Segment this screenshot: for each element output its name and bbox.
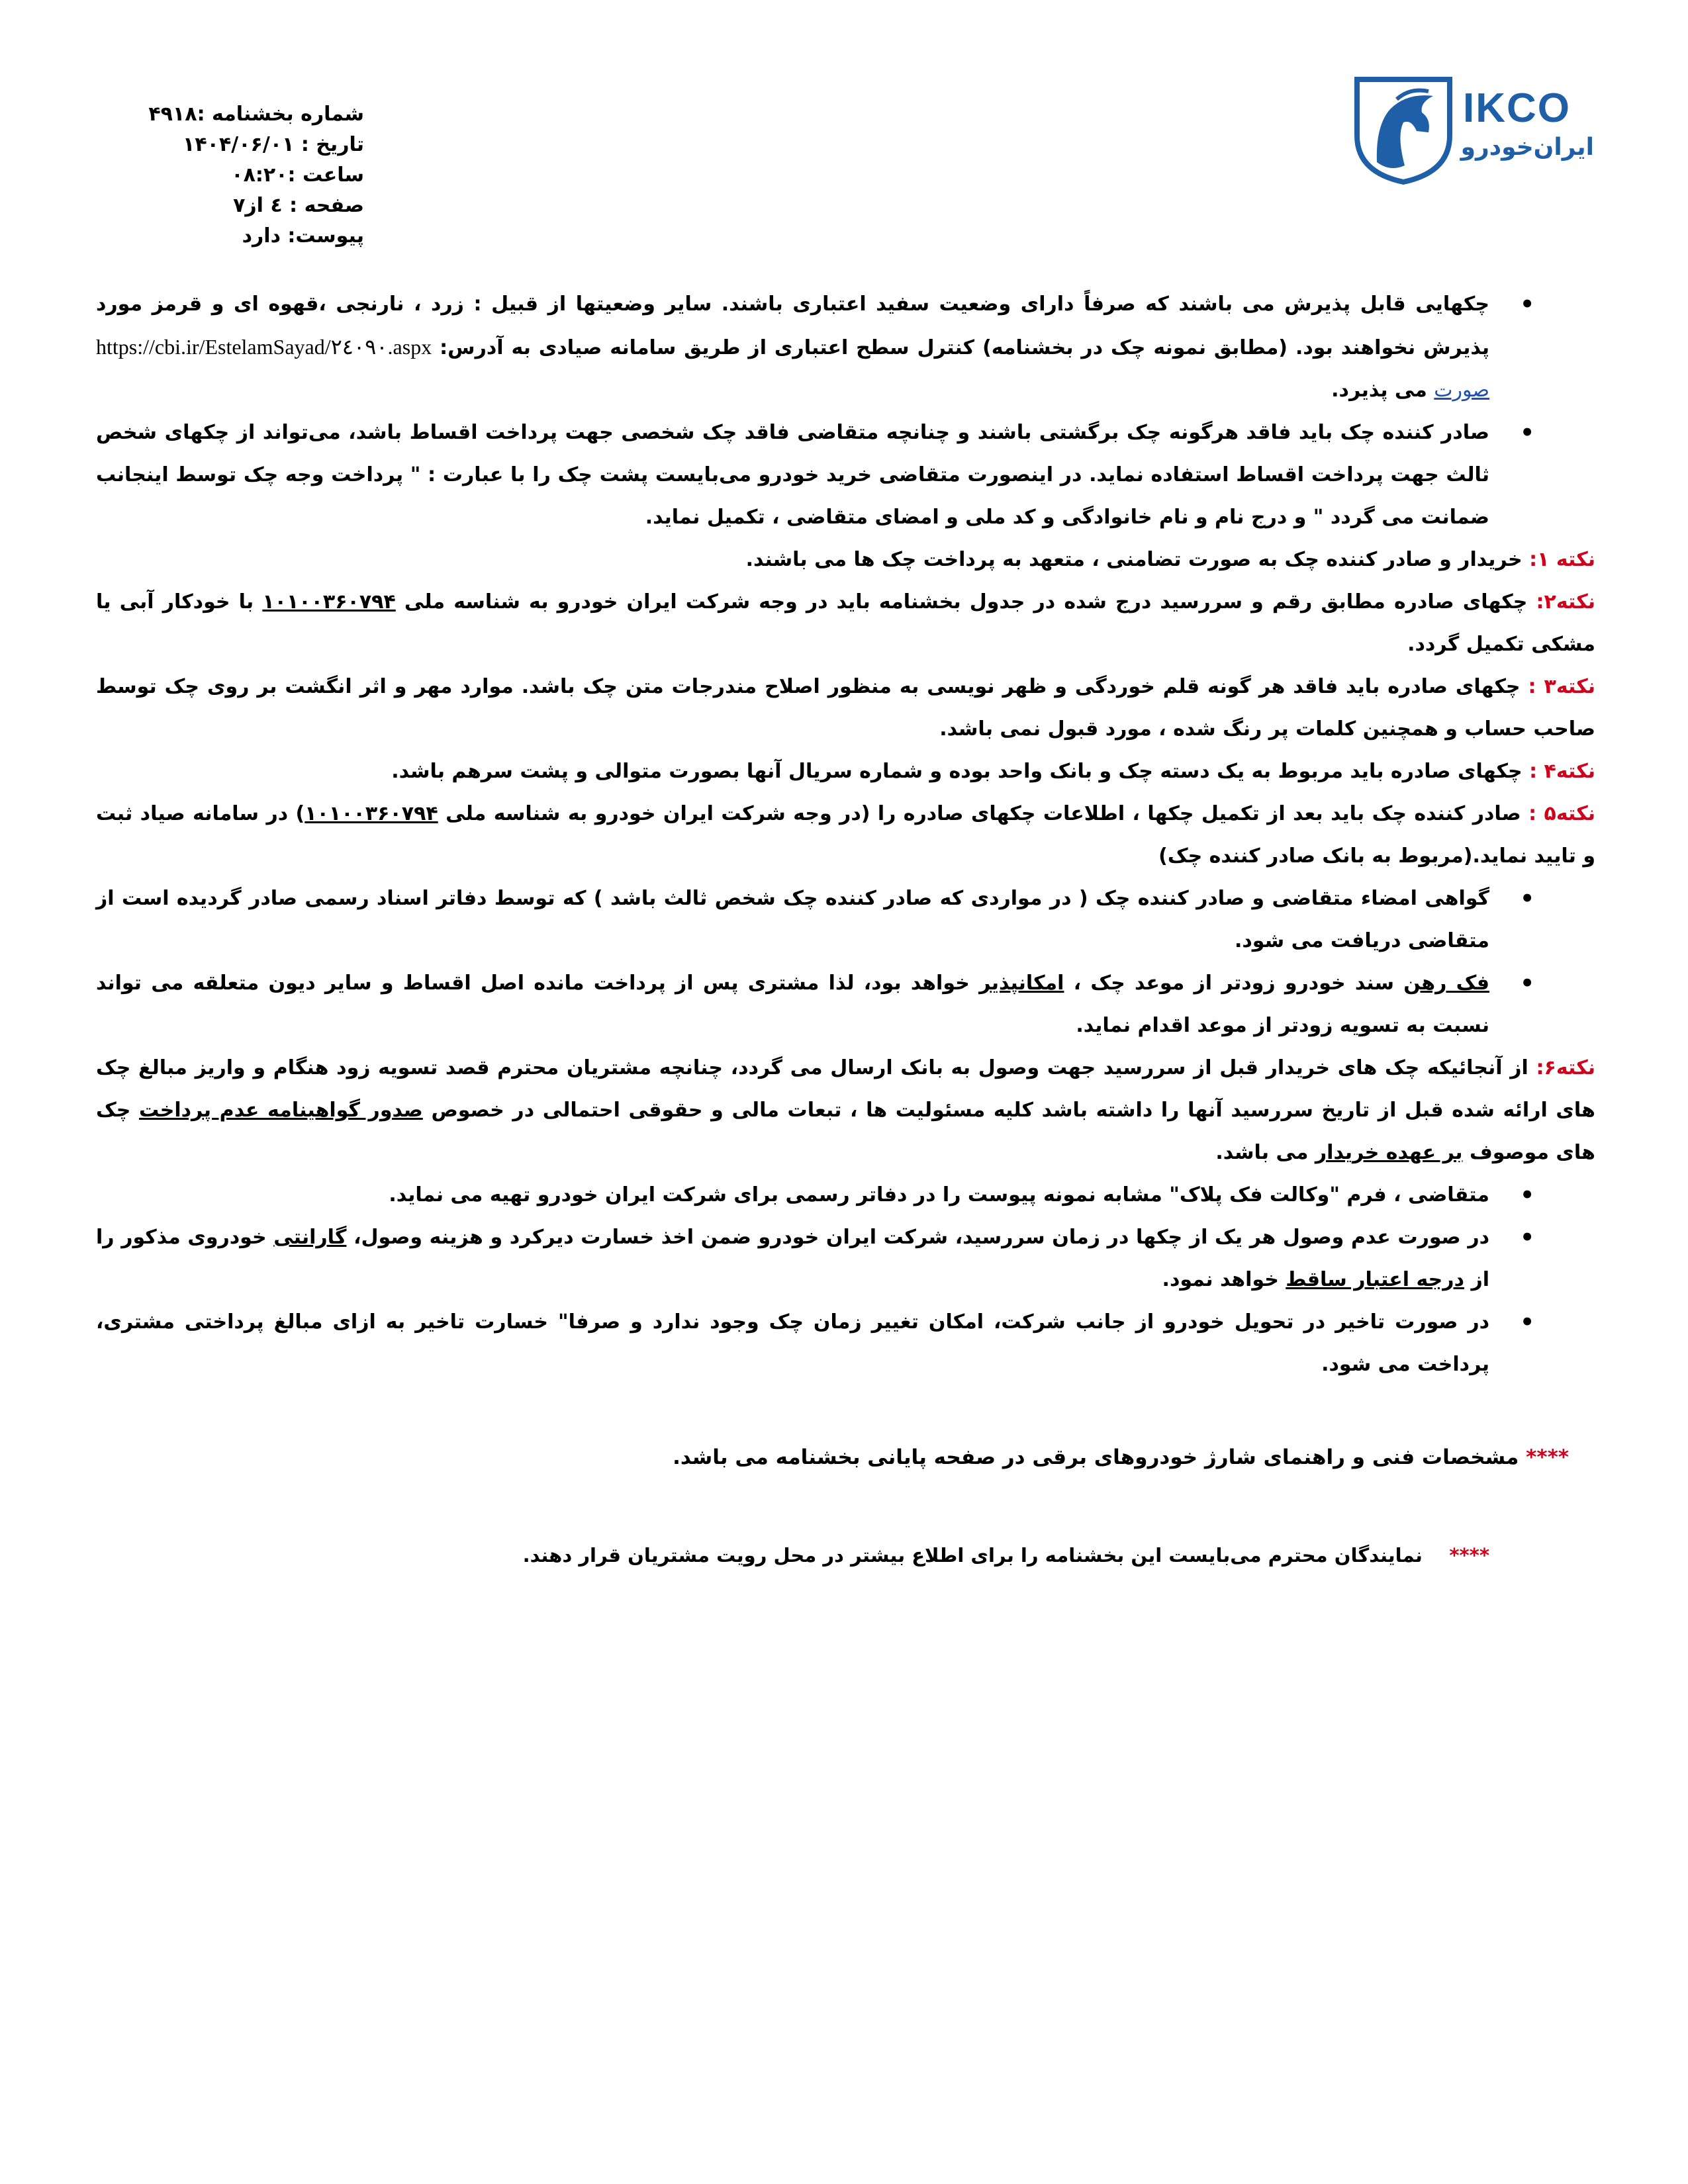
- circular-date: تاریخ : ۱۴۰۴/۰۶/۰۱: [183, 133, 364, 156]
- note-text: چک های موصوف: [96, 1099, 1595, 1164]
- ikco-logo: [1350, 73, 1602, 185]
- bullet-text: خواهد بود، لذا مشتری پس از پرداخت مانده اصل اقساط و سایر دیون متعلقه می تواند نسبت به تسویه زودتر از موعد اقدام نماید.: [96, 972, 1489, 1037]
- underlined-term: بر عهده خریدار: [1315, 1141, 1463, 1164]
- note-label: نکته۵ :: [1528, 802, 1595, 825]
- note-label: نکته۴ :: [1529, 760, 1595, 783]
- footer-notice-1: [649, 1437, 1569, 1477]
- bullet-text: در صورت تاخیر در تحویل خودرو از جانب شرکت، امکان تغییر زمان چک وجود ندارد و صرفا" خسارت تاخیر به ازای مبالغ پرداختی مشتری، پرداخت می شود.: [96, 1310, 1489, 1376]
- bullet-text: می پذیرد.: [1331, 379, 1427, 402]
- bullet-icon: •: [1520, 420, 1534, 446]
- underlined-term: صدور گواهینامه عدم پرداخت: [138, 1099, 423, 1122]
- bullet-icon: •: [1520, 1309, 1534, 1336]
- note-text: خریدار و صادر کننده چک به صورت تضامنی ، متعهد به پرداخت چک ها می باشند.: [745, 548, 1523, 571]
- bullet-text: سند خودرو زودتر از موعد چک ،: [1073, 972, 1394, 995]
- note-5: [96, 793, 1595, 878]
- note-text: چکهای صادره مطابق رقم و سررسید درج شده در جدول بخشنامه باید در وجه شرکت ایران خودرو به شناسه ملی: [404, 590, 1528, 614]
- list-item: [96, 1301, 1595, 1386]
- note-label: نکته ۱:: [1529, 548, 1595, 571]
- horse-head-icon: [1350, 73, 1456, 185]
- logo-text-en: IKCO: [1463, 85, 1571, 131]
- bullet-text: چکهایی قابل پذیرش می باشند که صرفاً دارای وضعیت سفید اعتباری باشند. سایر وضعیتها از قبیل : زرد ، نارنجی ،قهوه ای و قرمز مورد پذیرش نخواهند بود. (مطابق نمونه چک در بخشنامه) کنترل سطح اعتباری از طریق سامانه صیادی به آدرس:: [96, 293, 1490, 359]
- note-text: چکهای صادره باید مربوط به یک دسته چک و بانک واحد بوده و شماره سریال آنها بصورت متوالی و پشت سرهم باشد.: [391, 760, 1523, 783]
- sayad-url-link[interactable]: https://cbi.ir/EstelamSayad/۲٤۰۹۰.aspx: [96, 335, 432, 359]
- list-item: [96, 1216, 1595, 1301]
- list-item: [96, 962, 1595, 1047]
- bullet-text: خواهد نمود.: [1162, 1268, 1279, 1291]
- list-item: [96, 1174, 1595, 1216]
- note-label: نکته۳ :: [1528, 675, 1595, 698]
- footer-text: مشخصات فنی و راهنمای شارژ خودروهای برقی در صفحه پایانی بخشنامه می باشد.: [673, 1445, 1519, 1469]
- note-text: می باشد.: [1215, 1141, 1309, 1164]
- underlined-term: گارانتی: [273, 1226, 347, 1249]
- circular-meta: [126, 99, 364, 251]
- note-text: صادر کننده چک باید بعد از تکمیل چکها ، اطلاعات چکهای صادره را (در وجه شرکت ایران خودرو به شناسه ملی: [445, 802, 1521, 825]
- url-word: صورت: [1434, 379, 1489, 402]
- note-4: [96, 751, 1595, 793]
- stars-marker: ****: [1526, 1445, 1569, 1469]
- bullet-text: صادر کننده چک باید فاقد هرگونه چک برگشتی باشند و چنانچه متقاضی فاقد چک شخصی جهت پرداخت اقساط باشد، می‌تواند از چکهای شخص ثالث جهت پرداخت اقساط استفاده نماید. در اینصورت متقاضی خرید خودرو می‌بایست پشت چک را با عبارت : " پرداخت وجه چک توسط اینجانب ضمانت می گردد " و درج نام و نام خانوادگی و کد ملی و امضای متقاضی ، تکمیل نماید.: [96, 421, 1489, 529]
- note-1: [96, 539, 1595, 581]
- footer-text: نمایندگان محترم می‌بایست این بخشنامه را برای اطلاع بیشتر در محل رویت مشتریان قرار دهند.: [522, 1544, 1423, 1567]
- underlined-term: فک رهن: [1403, 972, 1489, 995]
- bullet-text: در صورت عدم وصول هر یک از چکها در زمان سررسید، شرکت ایران خودرو ضمن اخذ خسارت دیرکرد و هزینه وصول،: [353, 1226, 1490, 1249]
- note-text: با خودکار آبی یا مشکی تکمیل گردد.: [96, 590, 1595, 656]
- bullet-icon: •: [1520, 970, 1534, 997]
- list-item: [96, 412, 1595, 539]
- note-6: [96, 1047, 1595, 1174]
- list-item: [96, 878, 1595, 962]
- bullet-icon: •: [1520, 886, 1534, 912]
- bullet-text: متقاضی ، فرم "وکالت فک پلاک" مشابه نمونه پیوست را در دفاتر رسمی برای شرکت ایران خودرو تهیه می نماید.: [389, 1183, 1489, 1206]
- circular-page: صفحه : ٤ از۷: [233, 194, 364, 217]
- bullet-text: خودروی مذکور را از: [96, 1226, 1489, 1291]
- logo-text-fa: ایران‌خودرو: [1460, 134, 1594, 161]
- note-text: چکهای صادره باید فاقد هر گونه قلم خوردگی و ظهر نویسی به منظور اصلاح مندرجات متن چک باشد. موارد مهر و اثر انگشت بر روی چک توسط صاحب حساب و همچنین کلمات پر رنگ شده ، مورد قبول نمی باشد.: [96, 675, 1595, 741]
- national-id: ۱۰۱۰۰۳۶۰۷۹۴: [305, 802, 438, 825]
- stars-marker: ****: [1449, 1544, 1489, 1567]
- list-item: [96, 283, 1595, 412]
- note-label: نکته۲:: [1536, 590, 1595, 614]
- bullet-icon: •: [1520, 291, 1534, 318]
- circular-attachment: پیوست: دارد: [242, 224, 364, 248]
- note-label: نکته۶:: [1536, 1056, 1595, 1079]
- circular-time: ساعت :۰۸:۲۰: [231, 163, 364, 187]
- note-3: [96, 666, 1595, 751]
- bullet-icon: •: [1520, 1224, 1534, 1251]
- underlined-term: امکانپذیر: [979, 972, 1064, 995]
- bullet-text: گواهی امضاء متقاضی و صادر کننده چک ( در مواردی که صادر کننده چک شخص ثالث باشد ) که توسط دفاتر اسناد رسمی صادر گردیده است از متقاضی دریافت می شود.: [96, 887, 1489, 952]
- note-text: ) در سامانه صیاد ثبت و تایید نماید.(مربوط به بانک صادر کننده چک): [96, 802, 1595, 868]
- footer-notice-2: [503, 1535, 1489, 1575]
- note-text: از آنجائیکه چک های خریدار قبل از سررسید جهت وصول به بانک ارسال می گردد، چنانچه مشتریان محترم قصد تسویه زود هنگام و واریز مبالغ چک های ارائه شده قبل از تاریخ سررسید آنها را داشته باشد کلیه مسئولیت ها ، تبعات مالی و حقوقی احتمالی در خصوص: [96, 1056, 1595, 1122]
- circular-number: شماره بخشنامه :۴۹۱۸: [148, 103, 364, 126]
- circular-body: [96, 283, 1595, 1386]
- national-id: ۱۰۱۰۰۳۶۰۷۹۴: [262, 590, 396, 614]
- note-2: [96, 581, 1595, 666]
- bullet-icon: •: [1520, 1182, 1534, 1208]
- underlined-term: درجه اعتبار ساقط: [1286, 1268, 1464, 1291]
